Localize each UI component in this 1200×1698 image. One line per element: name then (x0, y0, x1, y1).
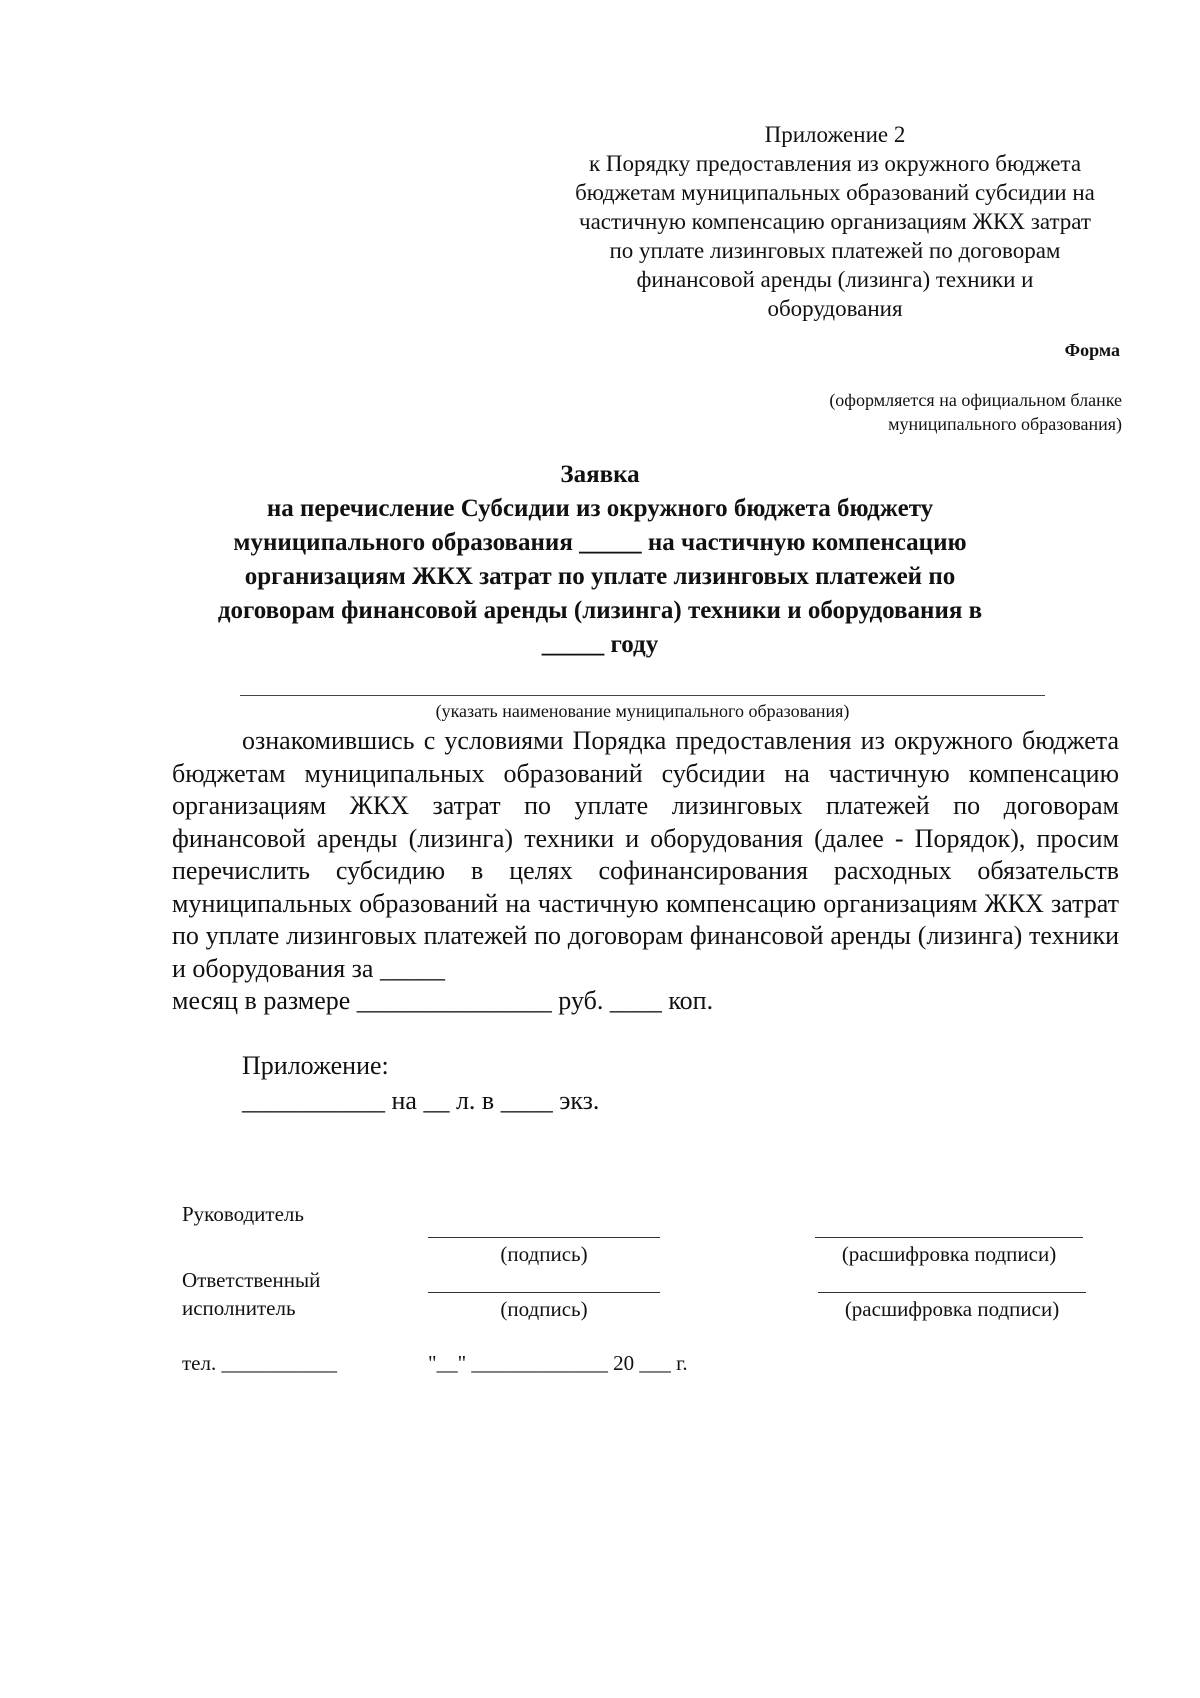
date-field: "__" _____________ 20 ___ г. (428, 1351, 688, 1375)
attachment-label: Приложение: (242, 1051, 389, 1080)
executor-label-line: исполнитель (182, 1296, 296, 1320)
document-title (180, 458, 1020, 662)
appendix-line: Приложение 2 (764, 122, 906, 147)
title-line: Заявка (560, 461, 640, 488)
blank-note-line: муниципального образования) (888, 414, 1122, 434)
title-line: на перечисление Субсидии из окружного бюджета бюджету (266, 495, 934, 522)
title-line: _____ году (541, 631, 659, 658)
body-text: ознакомившись с условиями Порядка предоставления из окружного бюджета бюджетам муниципальных образований субсидии на частичную компенсацию организациям ЖКХ затрат по уплате лизинговых платежей по договорам финансовой аренды (лизинга) техники и оборудования (далее - Порядок), просим перечислить субсидию в целях софинансирования расходных обязательств муниципальных образований на частичную компенсацию организациям ЖКХ затрат по уплате лизинговых платежей по договорам финансовой аренды (лизинга) техники и оборудования за _____ (172, 726, 1119, 983)
appendix-line: оборудования (767, 296, 903, 321)
body-last-line: месяц в размере _______________ руб. ____ коп. (172, 986, 714, 1015)
head-decoding-field[interactable] (815, 1237, 1083, 1238)
attachment-line: ___________ на __ л. в ____ экз. (242, 1086, 600, 1115)
blank-note (702, 388, 1122, 436)
appendix-line: финансовой аренды (лизинга) техники и (636, 267, 1034, 292)
executor-label-line: Ответственный (182, 1268, 321, 1292)
executor-label (182, 1266, 320, 1322)
appendix-line: к Порядку предоставления из окружного бюджета (588, 151, 1082, 176)
body-paragraph (172, 725, 1119, 1018)
head-signature-field[interactable] (428, 1237, 660, 1238)
appendix-line: бюджетам муниципальных образований субсидии на (575, 180, 1095, 205)
executor-signature-caption: (подпись) (500, 1297, 588, 1321)
title-line: муниципального образования _____ на частичную компенсацию (233, 529, 967, 556)
head-label: Руководитель (182, 1202, 304, 1226)
executor-decoding-caption: (расшифровка подписи) (844, 1297, 1060, 1321)
title-line: договорам финансовой аренды (лизинга) техники и оборудования в (217, 597, 983, 624)
executor-signature-field[interactable] (428, 1292, 660, 1293)
municipality-name-field[interactable] (240, 695, 1045, 696)
head-decoding-caption: (расшифровка подписи) (841, 1242, 1057, 1266)
appendix-header (555, 120, 1115, 323)
head-signature-caption: (подпись) (500, 1242, 588, 1266)
title-line: организациям ЖКХ затрат по уплате лизинговых платежей по (244, 563, 956, 590)
blank-note-line: (оформляется на официальном бланке (829, 390, 1122, 410)
appendix-line: по уплате лизинговых платежей по договорам (609, 238, 1061, 263)
municipality-caption: (указать наименование муниципального образования) (435, 701, 850, 721)
appendix-line: частичную компенсацию организациям ЖКХ затрат (579, 209, 1091, 234)
form-label: Форма (1064, 340, 1120, 360)
executor-decoding-field[interactable] (818, 1292, 1086, 1293)
phone-field: тел. ___________ (182, 1351, 337, 1375)
